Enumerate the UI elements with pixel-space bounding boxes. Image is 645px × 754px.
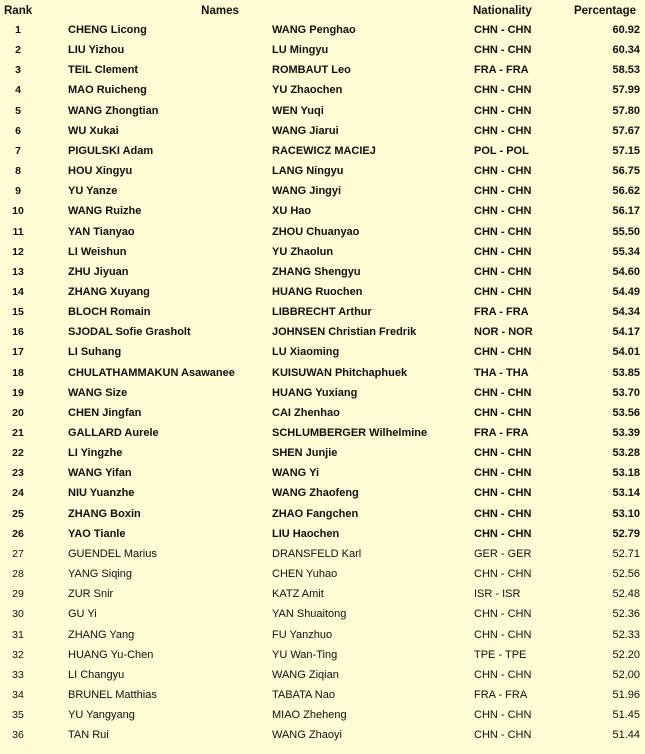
nationality-cell: CHN - CHN bbox=[474, 507, 532, 520]
player2-name: LU Xiaoming bbox=[272, 346, 340, 359]
nationality-cell: CHN - CHN bbox=[474, 104, 532, 117]
player2-name: YAN Shuaitong bbox=[272, 608, 347, 621]
player2-name: YU Zhaolun bbox=[272, 245, 334, 258]
rank-cell: 7 bbox=[15, 144, 21, 157]
header-names: Names bbox=[201, 5, 239, 17]
nationality-cell: CHN - CHN bbox=[474, 245, 532, 258]
header-rank: Rank bbox=[4, 5, 33, 17]
percentage-cell: 53.18 bbox=[612, 467, 640, 480]
table-row bbox=[0, 161, 645, 181]
rank-cell: 27 bbox=[12, 547, 24, 560]
percentage-cell: 53.70 bbox=[612, 386, 640, 399]
table-row bbox=[0, 685, 645, 705]
nationality-cell: CHN - CHN bbox=[474, 185, 532, 198]
rank-cell: 8 bbox=[15, 165, 21, 178]
player2-name: HUANG Yuxiang bbox=[272, 386, 358, 399]
nationality-cell: CHN - CHN bbox=[474, 447, 532, 460]
rank-cell: 36 bbox=[12, 729, 24, 742]
table-row bbox=[0, 544, 645, 564]
percentage-cell: 54.60 bbox=[612, 265, 640, 278]
table-row bbox=[0, 403, 645, 423]
rank-cell: 5 bbox=[15, 104, 21, 117]
player2-name: DRANSFELD Karl bbox=[272, 547, 362, 560]
percentage-cell: 57.99 bbox=[612, 84, 640, 97]
nationality-cell: CHN - CHN bbox=[474, 346, 532, 359]
table-row bbox=[0, 342, 645, 362]
rank-cell: 3 bbox=[15, 64, 21, 77]
rank-cell: 34 bbox=[12, 688, 24, 701]
player1-name: LIU Yizhou bbox=[68, 44, 125, 57]
table-row bbox=[0, 584, 645, 604]
percentage-cell: 52.56 bbox=[612, 568, 640, 581]
percentage-cell: 52.00 bbox=[612, 668, 640, 681]
nationality-cell: CHN - CHN bbox=[474, 265, 532, 278]
player2-name: YU Zhaochen bbox=[272, 84, 343, 97]
player2-name: LIU Haochen bbox=[272, 527, 340, 540]
player1-name: GALLARD Aurele bbox=[68, 427, 159, 439]
player2-name: WEN Yuqi bbox=[272, 104, 324, 117]
nationality-cell: THA - THA bbox=[474, 366, 529, 379]
player2-name: TABATA Nao bbox=[272, 688, 335, 701]
rank-cell: 24 bbox=[12, 487, 24, 500]
table-row bbox=[0, 302, 645, 322]
player1-name: SJODAL Sofie Grasholt bbox=[68, 326, 191, 339]
rank-cell: 12 bbox=[12, 245, 24, 258]
player1-name: WANG Size bbox=[68, 386, 128, 399]
percentage-cell: 56.75 bbox=[612, 165, 640, 178]
player1-name: LI Weishun bbox=[68, 245, 127, 258]
header-nationality: Nationality bbox=[473, 5, 532, 17]
player1-name: CHENG Licong bbox=[68, 24, 147, 36]
rank-cell: 2 bbox=[15, 44, 21, 57]
player1-name: WANG Ruizhe bbox=[68, 205, 142, 218]
percentage-cell: 52.20 bbox=[612, 648, 640, 661]
rank-cell: 23 bbox=[12, 467, 24, 480]
player1-name: NIU Yuanzhe bbox=[68, 487, 135, 500]
table-row bbox=[0, 363, 645, 383]
player2-name: ZHAO Fangchen bbox=[272, 507, 359, 520]
rank-cell: 33 bbox=[12, 668, 24, 681]
table-row bbox=[0, 423, 645, 443]
table-row bbox=[0, 322, 645, 342]
nationality-cell: CHN - CHN bbox=[474, 44, 532, 57]
table-row bbox=[0, 282, 645, 302]
player1-name: BRUNEL Matthias bbox=[68, 688, 157, 701]
nationality-cell: CHN - CHN bbox=[474, 668, 532, 681]
percentage-cell: 55.34 bbox=[612, 245, 640, 258]
player2-name: WANG Yi bbox=[272, 467, 320, 480]
player2-name: WANG Zhaofeng bbox=[272, 487, 359, 500]
nationality-cell: CHN - CHN bbox=[474, 467, 532, 480]
nationality-cell: FRA - FRA bbox=[474, 427, 529, 439]
player2-name: KATZ Amit bbox=[272, 588, 324, 601]
player2-name: CAI Zhenhao bbox=[272, 406, 340, 419]
table-row bbox=[0, 705, 645, 725]
player2-name: SHEN Junjie bbox=[272, 447, 338, 460]
percentage-cell: 54.17 bbox=[612, 326, 640, 339]
rank-cell: 1 bbox=[15, 24, 21, 36]
table-row bbox=[0, 222, 645, 242]
rank-cell: 21 bbox=[12, 427, 24, 439]
percentage-cell: 54.01 bbox=[612, 346, 640, 359]
player2-name: JOHNSEN Christian Fredrik bbox=[272, 326, 417, 339]
percentage-cell: 60.92 bbox=[612, 24, 640, 36]
table-row bbox=[0, 80, 645, 100]
rank-cell: 14 bbox=[12, 285, 24, 298]
nationality-cell: TPE - TPE bbox=[474, 648, 527, 661]
nationality-cell: CHN - CHN bbox=[474, 225, 532, 238]
player1-name: YAO Tianle bbox=[68, 527, 126, 540]
player2-name: SCHLUMBERGER Wilhelmine bbox=[272, 427, 428, 439]
percentage-cell: 56.17 bbox=[612, 205, 640, 218]
player2-name: RACEWICZ MACIEJ bbox=[272, 144, 376, 157]
player1-name: CHULATHAMMAKUN Asawanee bbox=[68, 366, 235, 379]
rank-cell: 26 bbox=[12, 527, 24, 540]
player1-name: LI Suhang bbox=[68, 346, 122, 359]
table-row bbox=[0, 665, 645, 685]
player1-name: TEIL Clement bbox=[68, 64, 139, 77]
player2-name: XU Hao bbox=[272, 205, 312, 218]
table-row bbox=[0, 121, 645, 141]
nationality-cell: CHN - CHN bbox=[474, 527, 532, 540]
percentage-cell: 60.34 bbox=[612, 44, 640, 57]
player1-name: MAO Ruicheng bbox=[68, 84, 147, 97]
table-row bbox=[0, 262, 645, 282]
rank-cell: 19 bbox=[12, 386, 24, 399]
nationality-cell: CHN - CHN bbox=[474, 165, 532, 178]
nationality-cell: CHN - CHN bbox=[474, 205, 532, 218]
nationality-cell: CHN - CHN bbox=[474, 709, 532, 722]
percentage-cell: 51.96 bbox=[612, 688, 640, 701]
table-row bbox=[0, 60, 645, 80]
rank-cell: 31 bbox=[12, 628, 24, 641]
nationality-cell: CHN - CHN bbox=[474, 628, 532, 641]
player1-name: YU Yangyang bbox=[68, 709, 135, 722]
rank-cell: 32 bbox=[12, 648, 24, 661]
player2-name: ZHANG Shengyu bbox=[272, 265, 361, 278]
percentage-cell: 52.36 bbox=[612, 608, 640, 621]
percentage-cell: 53.39 bbox=[612, 427, 640, 439]
percentage-cell: 57.67 bbox=[612, 124, 640, 137]
rank-cell: 6 bbox=[15, 124, 21, 137]
player1-name: ZHANG Yang bbox=[68, 628, 135, 641]
nationality-cell: FRA - FRA bbox=[474, 688, 528, 701]
player1-name: GUENDEL Marius bbox=[68, 547, 157, 560]
nationality-cell: CHN - CHN bbox=[474, 285, 532, 298]
rank-cell: 28 bbox=[12, 568, 24, 581]
player1-name: TAN Rui bbox=[68, 729, 109, 742]
table-row bbox=[0, 101, 645, 121]
player1-name: WANG Zhongtian bbox=[68, 104, 159, 117]
player2-name: YU Wan-Ting bbox=[272, 648, 338, 661]
table-row bbox=[0, 181, 645, 201]
player1-name: WU Xukai bbox=[68, 124, 119, 137]
player1-name: HOU Xingyu bbox=[68, 165, 133, 178]
table-row bbox=[0, 40, 645, 60]
rank-cell: 9 bbox=[15, 185, 21, 198]
table-row bbox=[0, 725, 645, 745]
player2-name: LANG Ningyu bbox=[272, 165, 344, 178]
percentage-cell: 55.50 bbox=[612, 225, 640, 238]
rank-cell: 30 bbox=[12, 608, 24, 621]
player2-name: HUANG Ruochen bbox=[272, 285, 363, 298]
table-header bbox=[0, 0, 645, 22]
percentage-cell: 52.48 bbox=[612, 588, 640, 601]
player1-name: LI Yingzhe bbox=[68, 447, 123, 460]
table-row bbox=[0, 604, 645, 624]
rank-cell: 11 bbox=[12, 225, 24, 238]
percentage-cell: 57.80 bbox=[612, 104, 640, 117]
player1-name: HUANG Yu-Chen bbox=[68, 648, 154, 661]
nationality-cell: ISR - ISR bbox=[474, 588, 521, 601]
rank-cell: 17 bbox=[12, 346, 24, 359]
nationality-cell: CHN - CHN bbox=[474, 124, 532, 137]
percentage-cell: 53.14 bbox=[612, 487, 640, 500]
percentage-cell: 58.53 bbox=[612, 64, 640, 77]
table-row bbox=[0, 504, 645, 524]
rank-cell: 29 bbox=[12, 588, 24, 601]
table-row bbox=[0, 201, 645, 221]
table-row bbox=[0, 443, 645, 463]
player2-name: WANG Penghao bbox=[272, 24, 356, 36]
percentage-cell: 54.34 bbox=[612, 306, 640, 319]
table-row bbox=[0, 483, 645, 503]
table-row bbox=[0, 20, 645, 40]
nationality-cell: POL - POL bbox=[474, 144, 529, 157]
player2-name: FU Yanzhuo bbox=[272, 628, 333, 641]
nationality-cell: FRA - FRA bbox=[474, 306, 529, 319]
header-percentage: Percentage bbox=[573, 5, 636, 17]
player2-name: LU Mingyu bbox=[272, 44, 329, 57]
player2-name: MIAO Zheheng bbox=[272, 709, 347, 722]
percentage-cell: 57.15 bbox=[612, 144, 640, 157]
percentage-cell: 52.71 bbox=[612, 547, 640, 560]
rank-cell: 15 bbox=[12, 306, 24, 319]
player1-name: YU Yanze bbox=[68, 185, 118, 198]
percentage-cell: 54.49 bbox=[612, 285, 640, 298]
player2-name: LIBBRECHT Arthur bbox=[272, 306, 372, 319]
player1-name: PIGULSKI Adam bbox=[68, 144, 154, 157]
table-row bbox=[0, 564, 645, 584]
table-row bbox=[0, 463, 645, 483]
nationality-cell: CHN - CHN bbox=[474, 84, 532, 97]
rank-cell: 22 bbox=[12, 447, 24, 460]
player2-name: WANG Zhaoyi bbox=[272, 729, 342, 742]
player1-name: YANG Siqing bbox=[68, 568, 132, 581]
rank-cell: 16 bbox=[12, 326, 24, 339]
rank-cell: 25 bbox=[12, 507, 24, 520]
nationality-cell: CHN - CHN bbox=[474, 406, 532, 419]
player1-name: WANG Yifan bbox=[68, 467, 132, 480]
percentage-cell: 56.62 bbox=[612, 185, 640, 198]
nationality-cell: CHN - CHN bbox=[474, 608, 532, 621]
player2-name: CHEN Yuhao bbox=[272, 568, 338, 581]
nationality-cell: CHN - CHN bbox=[474, 729, 532, 742]
player1-name: ZUR Snir bbox=[68, 588, 114, 601]
player1-name: CHEN Jingfan bbox=[68, 406, 142, 419]
rank-cell: 10 bbox=[12, 205, 24, 218]
rank-cell: 13 bbox=[12, 265, 24, 278]
nationality-cell: CHN - CHN bbox=[474, 487, 532, 500]
percentage-cell: 52.33 bbox=[612, 628, 640, 641]
percentage-cell: 53.10 bbox=[612, 507, 640, 520]
rank-cell: 18 bbox=[12, 366, 24, 379]
nationality-cell: CHN - CHN bbox=[474, 386, 532, 399]
player2-name: WANG Ziqian bbox=[272, 668, 339, 681]
player2-name: ZHOU Chuanyao bbox=[272, 225, 360, 238]
table-row bbox=[0, 625, 645, 645]
table-row bbox=[0, 383, 645, 403]
player2-name: WANG Jingyi bbox=[272, 185, 342, 198]
player2-name: ROMBAUT Leo bbox=[272, 64, 351, 77]
player1-name: ZHANG Xuyang bbox=[68, 285, 150, 298]
nationality-cell: NOR - NOR bbox=[474, 326, 533, 339]
table-row bbox=[0, 645, 645, 665]
nationality-cell: CHN - CHN bbox=[474, 24, 532, 36]
player1-name: LI Changyu bbox=[68, 668, 125, 681]
nationality-cell: CHN - CHN bbox=[474, 568, 532, 581]
player1-name: GU Yi bbox=[68, 608, 97, 621]
table-row bbox=[0, 141, 645, 161]
nationality-cell: GER - GER bbox=[474, 547, 532, 560]
rank-cell: 4 bbox=[15, 84, 21, 97]
rank-cell: 20 bbox=[12, 406, 24, 419]
player1-name: BLOCH Romain bbox=[68, 306, 151, 319]
player2-name: WANG Jiarui bbox=[272, 124, 339, 137]
percentage-cell: 51.45 bbox=[612, 709, 640, 722]
table-row bbox=[0, 524, 645, 544]
player1-name: ZHU Jiyuan bbox=[68, 265, 129, 278]
player2-name: KUISUWAN Phitchaphuek bbox=[272, 366, 408, 379]
player1-name: ZHANG Boxin bbox=[68, 507, 141, 520]
percentage-cell: 51.44 bbox=[612, 729, 640, 742]
percentage-cell: 52.79 bbox=[612, 527, 640, 540]
rank-cell: 35 bbox=[12, 709, 24, 722]
nationality-cell: FRA - FRA bbox=[474, 64, 529, 77]
percentage-cell: 53.85 bbox=[612, 366, 640, 379]
percentage-cell: 53.56 bbox=[612, 406, 640, 419]
table-row bbox=[0, 242, 645, 262]
percentage-cell: 53.28 bbox=[612, 447, 640, 460]
player1-name: YAN Tianyao bbox=[68, 225, 135, 238]
